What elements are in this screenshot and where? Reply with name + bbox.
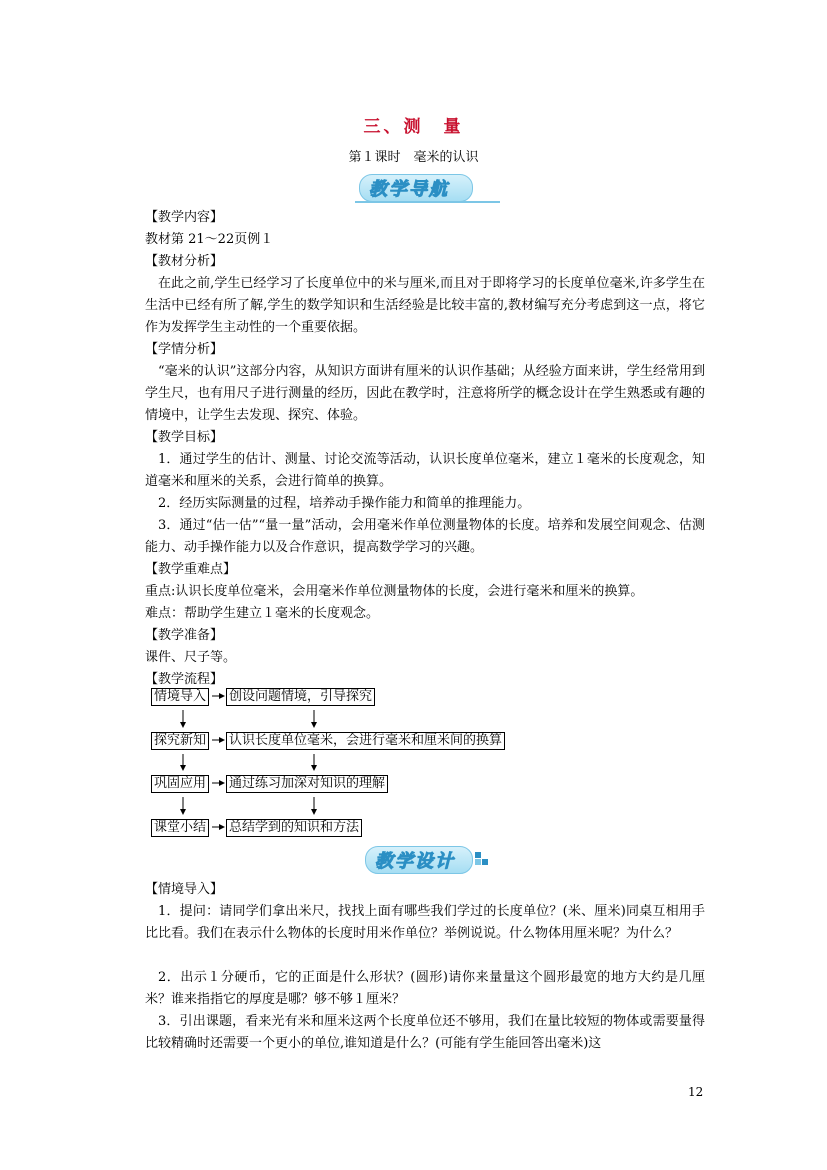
section-heading: 【教学重难点】 (145, 562, 237, 577)
decor-square-icon (482, 859, 488, 865)
section-text: 课件、尺子等。 (145, 650, 237, 665)
flow-stage: 探究新知 (151, 732, 209, 750)
intro-item: 2．出示１分硬币，它的正面是什么形状？(圆形)请你来量量这个圆形最宽的地方大约是几厘米？谁来指指它的厚度是哪？够不够１厘米？ (145, 970, 705, 1007)
section-heading: 【教学流程】 (145, 672, 224, 687)
goal-item: 2．经历实际测量的过程，培养动手操作能力和简单的推理能力。 (158, 496, 531, 511)
intro-item: 1．提问：请同学们拿出米尺，找找上面有哪些我们学过的长度单位？(米、厘米)同桌互相用手比比看。我们在表示什么物体的长度时用米作单位？举例说说。什么物体用厘米呢？为什么？ (145, 904, 705, 941)
section-paragraph: “毫米的认识”这部分内容，从知识方面讲有厘米的认识作基础；从经验方面来讲，学生经常用到学生尺，也有用尺子进行测量的经历，因此在教学时，注意将所学的概念设计在学生熟悉或有趣的情境中，让学生去发现、探究、体验。 (145, 364, 705, 423)
teaching-guide-banner (355, 170, 505, 206)
page-number: 12 (688, 1085, 704, 1099)
banner-text: 教学导航 (369, 179, 449, 200)
section-heading: 【教学准备】 (145, 628, 224, 643)
key-point: 重点:认识长度单位毫米，会用毫米作单位测量物体的长度，会进行毫米和厘米的换算。 (145, 584, 644, 599)
goal-item: 3．通过“估一估”“量一量”活动，会用毫米作单位测量物体的长度。培养和发展空间观念、估测能力、动手操作能力以及合作意识，提高数学学习的兴趣。 (145, 518, 705, 555)
flow-action: 创设问题情境，引导探究 (226, 688, 375, 706)
lesson-subtitle: 第１课时 毫米的认识 (348, 150, 479, 165)
page-title: 三、测 量 (363, 117, 464, 137)
section-heading: 【学情分析】 (145, 342, 224, 357)
flow-action: 通过练习加深对知识的理解 (226, 775, 388, 793)
flow-action: 认识长度单位毫米，会进行毫米和厘米间的换算 (226, 732, 505, 750)
flow-action: 总结学到的知识和方法 (226, 819, 362, 837)
section-heading: 【教学目标】 (145, 430, 224, 445)
section-heading: 【教学内容】 (145, 210, 224, 225)
flow-stage: 巩固应用 (151, 775, 209, 793)
section-paragraph: 在此之前,学生已经学习了长度单位中的米与厘米,而且对于即将学习的长度单位毫米,许多学生在生活中已经有所了解,学生的数学知识和生活经验是比较丰富的,教材编写充分考虑到这一点，将它作为发挥学生主动性的一个重要依据。 (145, 276, 705, 335)
section-text: 教材第 21～22页例１ (145, 232, 274, 247)
section-heading: 【教材分析】 (145, 254, 224, 269)
teaching-design-banner (365, 842, 495, 878)
decor-square-icon (475, 859, 481, 865)
flow-stage: 课堂小结 (151, 819, 209, 837)
difficulty-point: 难点：帮助学生建立１毫米的长度观念。 (145, 606, 380, 621)
section-heading: 【情境导入】 (145, 882, 224, 897)
flow-stage: 情境导入 (151, 688, 209, 706)
intro-item: 3．引出课题，看来光有米和厘米这两个长度单位还不够用，我们在量比较短的物体或需要量得比较精确时还需要一个更小的单位,谁知道是什么？(可能有学生能回答出毫米)这 (145, 1014, 705, 1051)
decor-square-icon (475, 852, 481, 858)
banner-text: 教学设计 (375, 851, 455, 872)
goal-item: 1．通过学生的估计、测量、讨论交流等活动，认识长度单位毫米，建立１毫米的长度观念，知道毫米和厘米的关系，会进行简单的换算。 (145, 452, 705, 489)
